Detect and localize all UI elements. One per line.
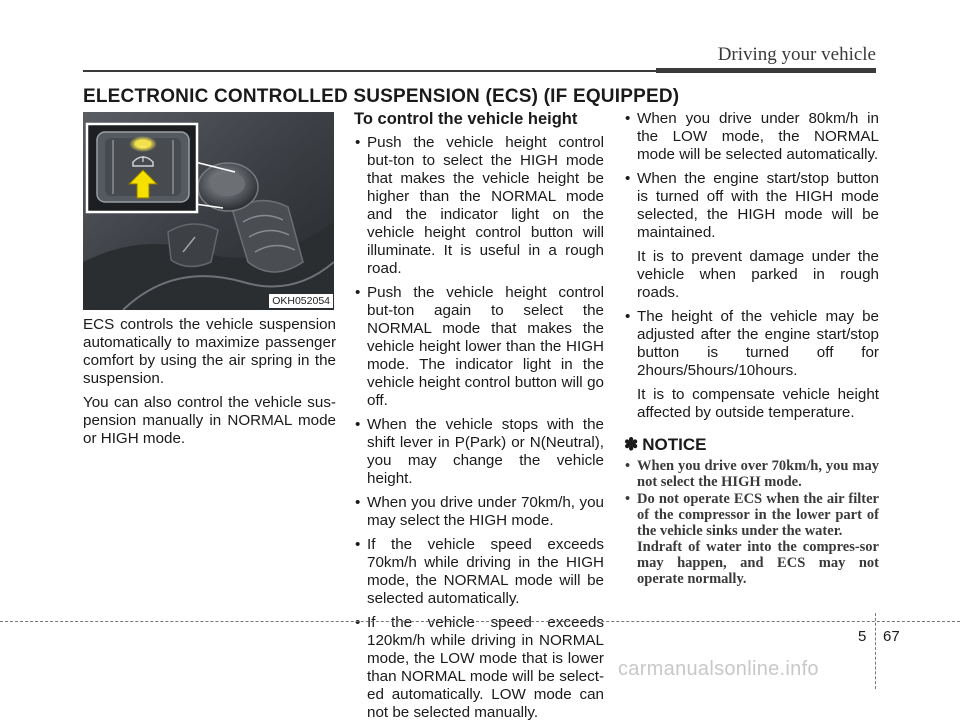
notice-item-continuation: Indraft of water into the compres-sor may happen, and ECS may not operate normally. [637, 539, 879, 587]
notice-star-icon: ✽ [624, 435, 639, 454]
watermark: carmanualsonline.info [618, 658, 819, 680]
height-control-list-continued [624, 110, 879, 242]
height-control-list [354, 134, 604, 722]
list-item: • When you drive under 70km/h, you may select the HIGH mode. [354, 494, 604, 530]
intro-paragraph: You can also control the vehicle sus-pension manually in NORMAL mode or HIGH mode. [83, 394, 336, 447]
notice-heading-label: NOTICE [642, 435, 707, 454]
list-item-note: It is to compensate vehicle height affected by outside temperature. [637, 386, 879, 421]
chapter-number: 5 [858, 628, 867, 645]
page-number: 67 [883, 628, 900, 645]
column-intro [83, 316, 336, 454]
ecs-button-photo [83, 112, 334, 310]
list-item: • If the vehicle speed exceeds 70km/h while driving in the HIGH mode, the NORMAL mode will be selected automatically. [354, 536, 604, 608]
list-item-note: It is to prevent damage under the vehicle when parked in rough roads. [637, 248, 879, 301]
notice-heading [624, 436, 879, 454]
section-title: ELECTRONIC CONTROLLED SUSPENSION (ECS) (IF EQUIPPED) [83, 86, 680, 107]
list-item: • The height of the vehicle may be adjusted after the engine start/stop button is turned off for 2hours/5hours/10hours. [624, 308, 879, 380]
ecs-button-inset [87, 124, 197, 212]
figure-code: OKH052054 [269, 294, 333, 308]
list-item: • Push the vehicle height control but-ton again to select the NORMAL mode that makes the vehicle height lower than the HIGH mode. The indicator light in the vehicle height control button will go off. [354, 284, 604, 410]
subsection-heading: To control the vehicle height [354, 110, 578, 128]
intro-paragraph: ECS controls the vehicle suspension automatically to maximize passenger comfort by using the air spring in the suspension. [83, 316, 336, 387]
header-rule-accent [656, 68, 876, 73]
notice-item [624, 491, 879, 587]
footer-rule [0, 621, 960, 622]
console-illustration [83, 112, 334, 310]
column-continued [624, 110, 879, 588]
list-item: • Push the vehicle height control but-ton to select the HIGH mode that makes the vehicle height be higher than the NORMAL mode and the indicator light on the vehicle height control button will illuminate. It is useful in a rough road. [354, 134, 604, 278]
footer-divider [875, 613, 876, 689]
list-item: • When you drive under 80km/h in the LOW mode, the NORMAL mode will be selected automatically. [624, 110, 879, 164]
list-item: • When the engine start/stop button is turned off with the HIGH mode selected, the HIGH mode will be maintained. [624, 170, 879, 242]
page-header-title: Driving your vehicle [717, 44, 876, 65]
list-item: • If the vehicle speed exceeds 120km/h while driving in NORMAL mode, the LOW mode that is lower than NORMAL mode will be select-ed automatically. LOW mode can not be selected manually. [354, 614, 604, 722]
height-control-list-continued-2 [624, 308, 879, 380]
column-height-control [354, 110, 604, 728]
notice-item-text: Do not operate ECS when the air filter of the compressor in the lower part of the vehicle sinks under the water. [637, 491, 879, 539]
notice-item: • When you drive over 70km/h, you may not select the HIGH mode. [624, 458, 879, 490]
list-item: • When the vehicle stops with the shift lever in P(Park) or N(Neutral), you may change the vehicle height. [354, 416, 604, 488]
notice-list [624, 458, 879, 587]
